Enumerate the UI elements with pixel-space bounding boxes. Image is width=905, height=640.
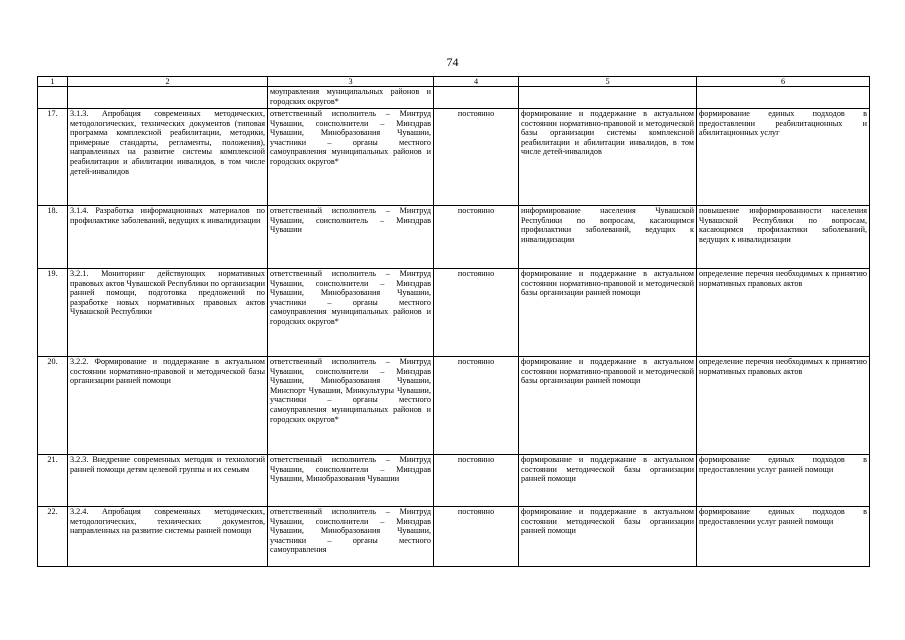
term-cell: постоянно: [434, 269, 519, 357]
measure-cell: 3.1.4. Разработка информационных материалов по профилактике заболеваний, ведущих к инвалидизации: [68, 206, 268, 269]
link-cell: определение перечня необходимых к принятию нормативных правовых актов: [697, 269, 870, 357]
link-cell: формирование единых подходов в предоставлении услуг ранней помощи: [697, 455, 870, 507]
row-number: 21.: [38, 455, 68, 507]
result-cell: формирование и поддержание в актуальном состоянии нормативно-правовой и методической базы организации ранней помощи: [519, 357, 697, 455]
result-cell: информирование населения Чувашской Республики по вопросам, касающимся профилактики заболеваний, ведущих к инвалидизации: [519, 206, 697, 269]
term-cell: постоянно: [434, 507, 519, 567]
header-cell: 4: [434, 77, 519, 87]
page-number: 74: [446, 55, 459, 69]
link-cell: повышение информированности населения Чувашской Республики по вопросам, касающимся профилактики заболеваний, ведущих к инвалидизации: [697, 206, 870, 269]
header-cell: 6: [697, 77, 870, 87]
row-number: 17.: [38, 109, 68, 206]
measure-cell: 3.2.1. Мониторинг действующих нормативных правовых актов Чувашской Республики по организации ранней помощи, подготовка предложений по разработке новых нормативных правовых актов Чувашской Республики: [68, 269, 268, 357]
executor-cell: ответственный исполнитель – Минтруд Чувашии, соисполнители – Минздрав Чувашии, Минобразования Чувашии, участники – органы местного самоуправления: [268, 507, 434, 567]
term-cell: постоянно: [434, 109, 519, 206]
measure-cell: 3.1.3. Апробация современных методических, методологических, технических документов (типовая программа комплексной реабилитации, методики, примерные стандарты, регламенты, положения), направленных на развитие системы комплексной реабилитации и абилитации инвалидов, в том числе детей-инвалидов: [68, 109, 268, 206]
header-cell: 1: [38, 77, 68, 87]
measure-cell: 3.2.3. Внедрение современных методик и технологий ранней помощи детям целевой группы и их семьям: [68, 455, 268, 507]
executor-cell: ответственный исполнитель – Минтруд Чувашии, соисполнители – Минздрав Чувашии, Минобразования Чувашии: [268, 455, 434, 507]
header-cell: 5: [519, 77, 697, 87]
executor-cell: ответственный исполнитель – Минтруд Чувашии, соисполнители – Минздрав Чувашии, Минобразования Чувашии, Минспорт Чувашии, Минкультуры Чувашии, участники – органы местного самоуправления муниципальных районов и городских округов*: [268, 357, 434, 455]
measure-cell: 3.2.4. Апробация современных методических, методологических, технических документов, направленных на развитие системы ранней помощи: [68, 507, 268, 567]
link-cell: формирование единых подходов в предоставлении услуг ранней помощи: [697, 507, 870, 567]
row-number: 20.: [38, 357, 68, 455]
result-cell: формирование и поддержание в актуальном состоянии нормативно-правовой и методической базы организации системы комплексной реабилитации и абилитации инвалидов, в том числе детей-инвалидов: [519, 109, 697, 206]
table-row: [38, 357, 870, 455]
table-row: [38, 269, 870, 357]
row-number: 19.: [38, 269, 68, 357]
link-cell: формирование единых подходов в предоставлении реабилитационных и абилитационных услуг: [697, 109, 870, 206]
term-cell: постоянно: [434, 206, 519, 269]
row-number: 18.: [38, 206, 68, 269]
table-header-row: [38, 77, 870, 87]
measures-table: [37, 76, 870, 567]
executor-cell: ответственный исполнитель – Минтруд Чувашии, соисполнитель – Минздрав Чувашии: [268, 206, 434, 269]
table-row: [38, 507, 870, 567]
row-number: 22.: [38, 507, 68, 567]
header-cell: 3: [268, 77, 434, 87]
header-cell: 2: [68, 77, 268, 87]
measure-cell: 3.2.2. Формирование и поддержание в актуальном состоянии нормативно-правовой и методической базы организации ранней помощи: [68, 357, 268, 455]
executor-cell: моуправления муниципальных районов и городских округов*: [268, 87, 434, 109]
table-row: [38, 206, 870, 269]
result-cell: формирование и поддержание в актуальном состоянии методической базы организации ранней помощи: [519, 455, 697, 507]
result-cell: формирование и поддержание в актуальном состоянии методической базы организации ранней помощи: [519, 507, 697, 567]
result-cell: формирование и поддержание в актуальном состоянии нормативно-правовой и методической базы организации ранней помощи: [519, 269, 697, 357]
table-row: [38, 109, 870, 206]
term-cell: постоянно: [434, 357, 519, 455]
executor-cell: ответственный исполнитель – Минтруд Чувашии, соисполнители – Минздрав Чувашии, Минобразования Чувашии, участники – органы местного самоуправления муниципальных районов и городских округов*: [268, 269, 434, 357]
term-cell: постоянно: [434, 455, 519, 507]
table-row: [38, 87, 870, 109]
link-cell: определение перечня необходимых к принятию нормативных правовых актов: [697, 357, 870, 455]
table-row: [38, 455, 870, 507]
executor-cell: ответственный исполнитель – Минтруд Чувашии, соисполнители – Минздрав Чувашии, Минобразования Чувашии, участники – органы местного самоуправления муниципальных районов и городских округов*: [268, 109, 434, 206]
